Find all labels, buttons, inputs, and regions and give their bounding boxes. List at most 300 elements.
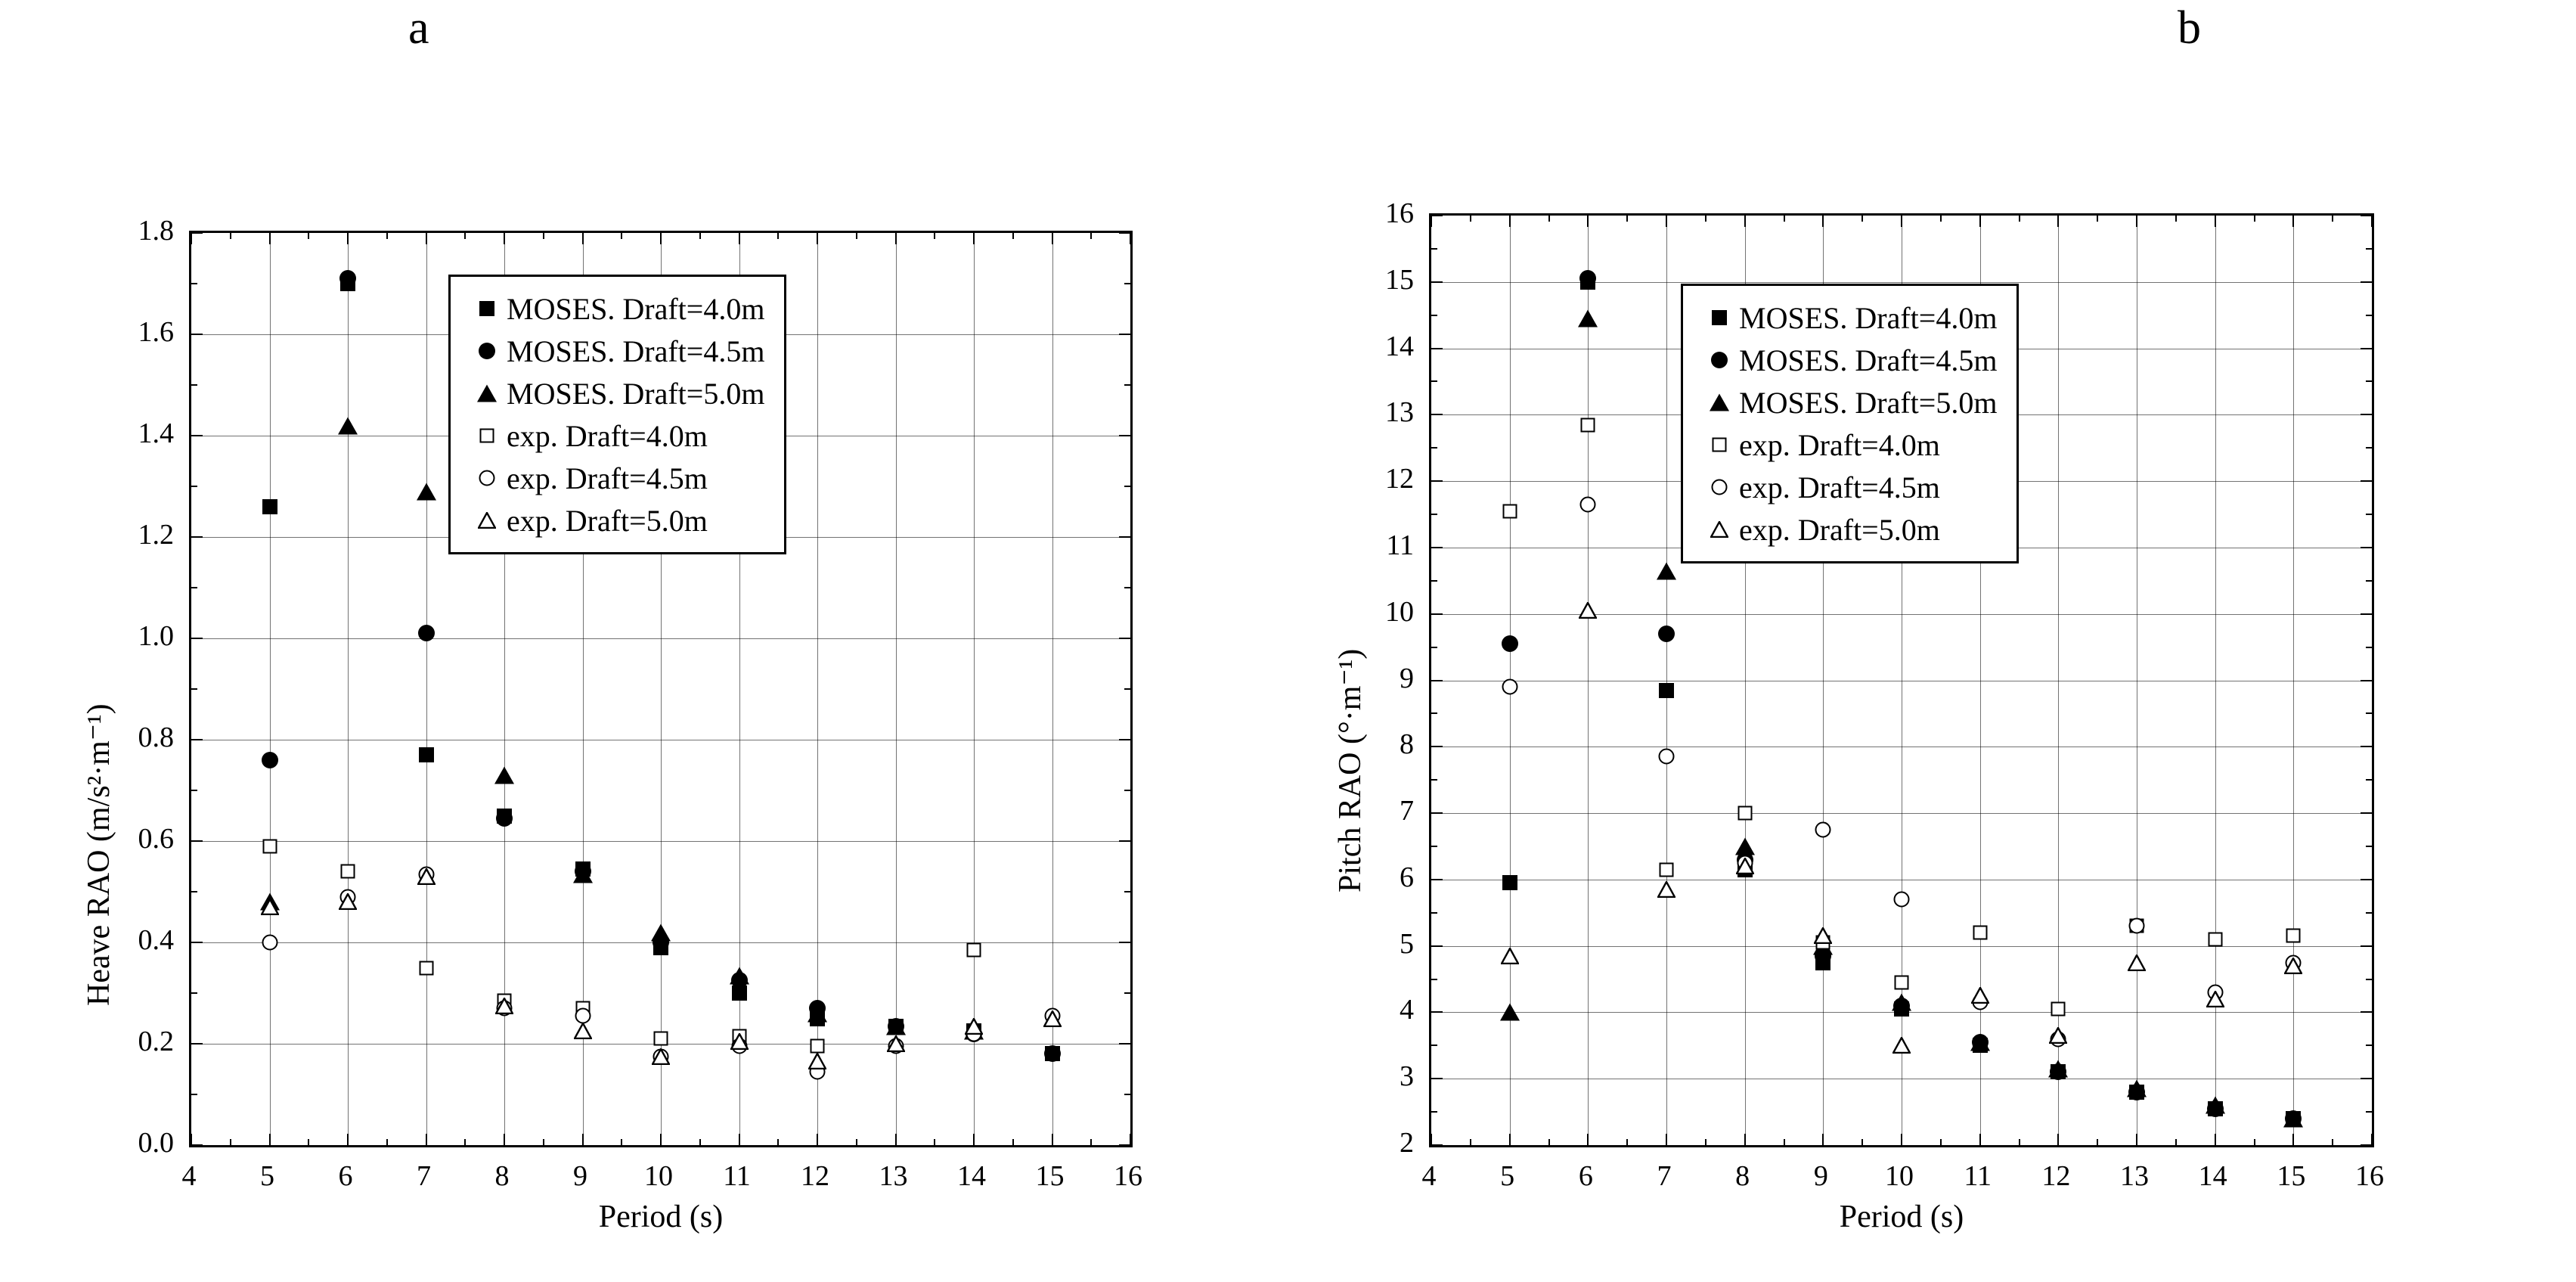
- legend-label: exp. Draft=4.5m: [1739, 470, 1940, 504]
- y-tick-label: 13: [1385, 396, 1414, 429]
- x-tick-minor-top: [1012, 232, 1014, 239]
- y-tick-minor: [1431, 912, 1437, 914]
- y-tick-right: [1119, 536, 1131, 538]
- y-tick-label: 16: [1385, 197, 1414, 229]
- x-tick-minor-top: [1090, 232, 1092, 239]
- x-tick-minor-top: [1784, 215, 1785, 222]
- y-tick-right: [2361, 945, 2373, 947]
- x-tick-minor-top: [2019, 215, 2020, 222]
- y-tick-minor: [191, 790, 197, 791]
- y-tick-minor: [191, 587, 197, 588]
- y-tick-minor: [1431, 315, 1437, 316]
- marker-open-circle: [575, 1008, 591, 1024]
- y-tick-right: [1119, 942, 1131, 943]
- y-tick-label: 15: [1385, 263, 1414, 296]
- x-tick: [2292, 1134, 2294, 1146]
- marker-open-triangle: [417, 868, 436, 885]
- marker-open-triangle: [2128, 955, 2146, 971]
- legend-item: [1700, 466, 1997, 508]
- x-tick-minor: [777, 1139, 779, 1146]
- marker-filled-triangle: [338, 417, 358, 434]
- marker-open-square: [341, 864, 355, 879]
- x-tick-minor-top: [777, 232, 779, 239]
- y-tick: [191, 840, 203, 842]
- x-tick: [660, 1134, 662, 1146]
- y-tick: [191, 942, 203, 943]
- y-tick-label: 1.8: [138, 215, 174, 247]
- legend-item: [1700, 424, 1997, 466]
- gridline-horizontal: [1431, 282, 2372, 283]
- x-tick-minor: [464, 1139, 466, 1146]
- x-tick-label: 15: [1035, 1160, 1065, 1192]
- marker-open-circle: [1659, 749, 1675, 765]
- marker-filled-triangle: [651, 923, 671, 941]
- y-tick: [1431, 281, 1443, 283]
- y-tick-minor: [1431, 979, 1437, 980]
- legend-marker: [467, 378, 507, 408]
- marker-open-triangle: [1657, 881, 1675, 898]
- marker-open-square: [1737, 806, 1752, 821]
- y-tick-minor-right: [1124, 283, 1131, 284]
- marker-open-square: [1713, 438, 1727, 452]
- x-tick: [1744, 1134, 1746, 1146]
- x-tick: [2215, 1134, 2216, 1146]
- x-tick-label: 9: [1813, 1160, 1828, 1192]
- marker-open-triangle: [1501, 948, 1519, 964]
- y-tick-label: 1.4: [138, 418, 174, 449]
- marker-open-circle: [479, 470, 495, 486]
- y-tick: [191, 1043, 203, 1045]
- y-tick-right: [2361, 281, 2373, 283]
- legend-b: [1681, 284, 2019, 563]
- y-tick-right: [2361, 746, 2373, 747]
- y-tick-minor-right: [2366, 248, 2373, 250]
- x-tick-label: 8: [494, 1160, 510, 1192]
- x-tick-minor-top: [464, 232, 466, 239]
- y-tick-minor-right: [1124, 1094, 1131, 1095]
- marker-open-triangle: [478, 512, 496, 529]
- legend-item: [467, 499, 764, 542]
- marker-filled-circle: [479, 343, 495, 359]
- marker-open-square: [2051, 1002, 2066, 1017]
- x-tick-label: 5: [1500, 1160, 1515, 1192]
- legend-marker: [1700, 387, 1739, 418]
- x-tick-top: [1509, 215, 1511, 227]
- y-tick-right: [2361, 1078, 2373, 1079]
- y-tick-minor: [1431, 447, 1437, 449]
- x-tick-minor-top: [621, 232, 622, 239]
- x-tick-minor: [543, 1139, 544, 1146]
- panel-b-letter: b: [2178, 2, 2201, 54]
- legend-marker: [467, 421, 507, 451]
- x-tick: [1979, 1134, 1981, 1146]
- y-tick-right: [1119, 334, 1131, 335]
- legend-item: [1700, 296, 1997, 339]
- legend-item: [1700, 381, 1997, 424]
- x-tick: [1052, 1134, 1053, 1146]
- x-tick: [504, 1134, 505, 1146]
- x-tick-minor-top: [230, 232, 231, 239]
- marker-filled-triangle: [730, 967, 749, 984]
- marker-filled-square: [1502, 875, 1517, 890]
- marker-filled-circle: [1044, 1045, 1061, 1062]
- x-tick-minor-top: [2254, 215, 2255, 222]
- marker-open-triangle: [1814, 927, 1832, 944]
- x-tick-label: 4: [181, 1160, 197, 1192]
- marker-open-circle: [1712, 480, 1728, 495]
- x-tick-top: [2371, 215, 2373, 227]
- x-tick-minor: [1470, 1139, 1471, 1146]
- gridline-vertical: [896, 233, 897, 1145]
- y-tick-right: [2361, 613, 2373, 615]
- x-tick-top: [739, 232, 740, 244]
- y-tick: [1431, 613, 1443, 615]
- x-tick-top: [582, 232, 584, 244]
- y-tick-minor: [1431, 779, 1437, 781]
- x-tick: [1509, 1134, 1511, 1146]
- y-tick-minor: [191, 486, 197, 487]
- gridline-horizontal: [1431, 614, 2372, 615]
- x-tick-label: 7: [1657, 1160, 1672, 1192]
- marker-open-square: [967, 943, 981, 958]
- y-tick-right: [2361, 414, 2373, 415]
- marker-open-circle: [1580, 496, 1596, 512]
- y-tick-right: [2361, 879, 2373, 880]
- y-tick: [191, 536, 203, 538]
- x-tick-minor: [934, 1139, 935, 1146]
- legend-item: [467, 287, 764, 330]
- marker-filled-triangle: [1657, 562, 1676, 579]
- y-tick: [191, 739, 203, 740]
- marker-open-square: [1973, 926, 1987, 940]
- x-tick-top: [504, 232, 505, 244]
- x-tick-minor-top: [1548, 215, 1550, 222]
- x-tick-minor: [856, 1139, 857, 1146]
- x-tick-label: 11: [1964, 1160, 1992, 1192]
- marker-open-triangle: [1892, 1037, 1911, 1054]
- x-tick-label: 14: [957, 1160, 986, 1192]
- y-tick: [191, 1144, 203, 1146]
- legend-item: [467, 457, 764, 499]
- x-tick-minor-top: [1626, 215, 1628, 222]
- x-tick-minor: [308, 1139, 309, 1146]
- y-tick-minor: [1431, 1111, 1437, 1113]
- y-tick-minor-right: [2366, 447, 2373, 449]
- legend-label: exp. Draft=4.0m: [507, 418, 708, 453]
- marker-filled-triangle: [2048, 1060, 2068, 1078]
- x-tick-top: [2136, 215, 2137, 227]
- legend-label: MOSES. Draft=4.5m: [507, 334, 765, 368]
- legend-label: MOSES. Draft=4.0m: [507, 291, 765, 326]
- y-tick-right: [2361, 480, 2373, 482]
- y-tick-minor: [191, 1094, 197, 1095]
- y-tick-minor: [1431, 514, 1437, 515]
- marker-open-square: [811, 1039, 825, 1054]
- x-tick-minor: [2254, 1139, 2255, 1146]
- y-tick: [191, 232, 203, 234]
- x-tick: [2057, 1134, 2059, 1146]
- marker-open-triangle: [2284, 958, 2302, 974]
- x-tick: [1666, 1134, 1667, 1146]
- y-tick-minor: [1431, 1045, 1437, 1046]
- x-tick-top: [1979, 215, 1981, 227]
- legend-label: MOSES. Draft=4.5m: [1739, 343, 1998, 377]
- marker-filled-circle: [339, 270, 356, 287]
- y-tick-minor-right: [1124, 891, 1131, 892]
- y-tick: [1431, 215, 1443, 216]
- x-tick-label: 11: [723, 1160, 751, 1192]
- x-axis-title-b: Period (s): [1839, 1200, 1964, 1234]
- legend-marker: [467, 336, 507, 366]
- y-tick-right: [1119, 435, 1131, 436]
- marker-open-square: [654, 1032, 668, 1046]
- y-tick-right: [2361, 1144, 2373, 1146]
- x-tick-label: 4: [1421, 1160, 1437, 1192]
- gridline-vertical: [974, 233, 975, 1145]
- y-tick-minor-right: [1124, 486, 1131, 487]
- y-tick: [1431, 1011, 1443, 1013]
- x-tick-label: 6: [1578, 1160, 1593, 1192]
- y-tick: [191, 638, 203, 639]
- marker-open-triangle: [1971, 987, 1989, 1004]
- y-tick: [1431, 480, 1443, 482]
- marker-open-circle: [1502, 679, 1517, 695]
- marker-open-triangle: [887, 1035, 905, 1052]
- y-tick-right: [2361, 812, 2373, 814]
- x-tick-top: [895, 232, 897, 244]
- x-tick-minor-top: [386, 232, 388, 239]
- legend-item: [467, 330, 764, 372]
- x-tick-minor: [1784, 1139, 1785, 1146]
- y-tick-minor-right: [1124, 790, 1131, 791]
- legend-label: exp. Draft=5.0m: [507, 503, 708, 538]
- legend-item: [467, 414, 764, 457]
- y-tick-minor-right: [2366, 647, 2373, 648]
- marker-open-square: [1502, 504, 1517, 518]
- x-tick-top: [191, 232, 192, 244]
- y-tick-label: 5: [1400, 927, 1414, 960]
- x-tick-top: [973, 232, 975, 244]
- marker-filled-circle: [1579, 270, 1596, 287]
- y-tick: [1431, 414, 1443, 415]
- legend-marker: [1700, 430, 1739, 460]
- marker-open-square: [1581, 418, 1595, 432]
- y-tick-minor-right: [1124, 992, 1131, 994]
- y-tick-label: 1.2: [138, 519, 174, 551]
- legend-label: exp. Draft=4.0m: [1739, 427, 1940, 462]
- x-tick-top: [1744, 215, 1746, 227]
- x-tick-top: [1052, 232, 1053, 244]
- x-tick-minor: [2097, 1139, 2098, 1146]
- legend-marker: [467, 293, 507, 324]
- x-tick-top: [2057, 215, 2059, 227]
- y-tick: [1431, 680, 1443, 681]
- x-tick-top: [660, 232, 662, 244]
- y-tick-right: [1119, 1043, 1131, 1045]
- marker-open-triangle: [1710, 521, 1728, 538]
- marker-filled-triangle: [808, 1004, 827, 1022]
- marker-open-square: [1660, 862, 1674, 877]
- y-tick-label: 0.0: [138, 1127, 174, 1159]
- marker-filled-triangle: [1710, 394, 1729, 411]
- y-tick-right: [1119, 1144, 1131, 1146]
- plot-area-a: [189, 231, 1133, 1147]
- x-tick-label: 13: [2120, 1160, 2149, 1192]
- y-tick-right: [1119, 638, 1131, 639]
- y-tick-right: [2361, 1011, 2373, 1013]
- marker-filled-triangle: [1970, 1033, 1990, 1051]
- y-tick-minor: [191, 688, 197, 690]
- y-tick-minor-right: [1124, 384, 1131, 386]
- plot-area-b: [1429, 213, 2374, 1147]
- x-tick-minor-top: [856, 232, 857, 239]
- x-tick-label: 12: [801, 1160, 829, 1192]
- marker-open-circle: [1894, 892, 1910, 908]
- y-tick-minor: [191, 992, 197, 994]
- x-tick-top: [1431, 215, 1432, 227]
- marker-open-circle: [262, 935, 277, 951]
- legend-label: MOSES. Draft=5.0m: [507, 376, 765, 411]
- y-tick-minor-right: [2366, 315, 2373, 316]
- x-tick: [973, 1134, 975, 1146]
- x-tick-minor-top: [2175, 215, 2177, 222]
- y-tick-minor: [1431, 712, 1437, 714]
- x-tick-minor: [2332, 1139, 2333, 1146]
- x-tick-top: [269, 232, 271, 244]
- x-tick-minor: [1705, 1139, 1706, 1146]
- marker-open-square: [2208, 932, 2222, 946]
- marker-filled-circle: [1711, 352, 1728, 368]
- marker-filled-triangle: [886, 1017, 906, 1035]
- y-tick: [1431, 945, 1443, 947]
- y-tick-label: 14: [1385, 330, 1414, 362]
- y-tick-minor-right: [2366, 380, 2373, 382]
- legend-marker: [1700, 303, 1739, 333]
- y-tick-label: 4: [1400, 994, 1414, 1026]
- x-tick-top: [1587, 215, 1589, 227]
- marker-open-square: [262, 839, 277, 853]
- panel-a-letter: a: [408, 2, 429, 54]
- y-tick-label: 0.6: [138, 823, 174, 855]
- x-tick-minor-top: [1861, 215, 1863, 222]
- x-tick-label: 10: [1885, 1160, 1914, 1192]
- y-tick-label: 10: [1385, 595, 1414, 628]
- y-tick: [1431, 812, 1443, 814]
- x-tick: [582, 1134, 584, 1146]
- x-tick-label: 16: [1114, 1160, 1142, 1192]
- marker-open-triangle: [1579, 602, 1597, 619]
- y-tick-minor: [191, 384, 197, 386]
- marker-open-triangle: [808, 1053, 826, 1069]
- gridline-horizontal: [191, 638, 1130, 639]
- x-tick: [1901, 1134, 1902, 1146]
- y-tick-minor-right: [2366, 912, 2373, 914]
- y-tick: [1431, 547, 1443, 548]
- x-tick-top: [817, 232, 818, 244]
- y-tick-label: 0.4: [138, 924, 174, 956]
- y-axis-title-a: Heave RAO (m/s²·m⁻¹): [82, 703, 116, 1006]
- y-tick-minor: [191, 891, 197, 892]
- legend-item: [1700, 339, 1997, 381]
- x-tick-minor-top: [699, 232, 701, 239]
- panel-a: [0, 0, 1285, 1282]
- y-tick: [1431, 1078, 1443, 1079]
- y-tick: [1431, 348, 1443, 349]
- marker-filled-triangle: [1500, 1004, 1520, 1021]
- y-tick: [1431, 1144, 1443, 1146]
- marker-filled-circle: [496, 810, 513, 827]
- y-tick-right: [1119, 840, 1131, 842]
- marker-open-circle: [1815, 822, 1831, 838]
- marker-filled-square: [419, 747, 434, 762]
- y-tick: [191, 334, 203, 335]
- legend-marker: [1700, 345, 1739, 375]
- x-tick-minor-top: [934, 232, 935, 239]
- legend-marker: [1700, 514, 1739, 545]
- y-tick-minor-right: [2366, 580, 2373, 582]
- x-tick: [1822, 1134, 1824, 1146]
- y-axis-title-b: Pitch RAO (°·m⁻¹): [1333, 648, 1368, 892]
- marker-filled-square: [1712, 310, 1727, 325]
- x-tick-minor: [621, 1139, 622, 1146]
- marker-filled-triangle: [573, 865, 593, 883]
- x-tick: [269, 1134, 271, 1146]
- legend-label: MOSES. Draft=5.0m: [1739, 385, 1998, 420]
- y-tick-label: 12: [1385, 463, 1414, 495]
- x-tick-minor: [2019, 1139, 2020, 1146]
- marker-open-triangle: [1043, 1010, 1062, 1027]
- marker-open-triangle: [2206, 991, 2224, 1007]
- marker-filled-square: [262, 499, 277, 514]
- y-tick-minor-right: [2366, 979, 2373, 980]
- marker-open-triangle: [1736, 858, 1754, 874]
- marker-filled-triangle: [1578, 310, 1598, 327]
- y-tick-label: 0.2: [138, 1026, 174, 1057]
- x-tick-minor: [230, 1139, 231, 1146]
- y-tick-right: [2361, 348, 2373, 349]
- gridline-horizontal: [191, 841, 1130, 842]
- x-tick-top: [426, 232, 427, 244]
- x-tick-minor-top: [1940, 215, 1942, 222]
- marker-open-triangle: [339, 893, 357, 910]
- x-tick-minor-top: [2097, 215, 2098, 222]
- marker-filled-triangle: [2127, 1080, 2147, 1097]
- marker-filled-circle: [418, 625, 435, 641]
- x-tick-label: 13: [879, 1160, 908, 1192]
- x-tick-minor: [386, 1139, 388, 1146]
- x-tick-minor-top: [543, 232, 544, 239]
- y-tick-label: 9: [1400, 662, 1414, 694]
- marker-filled-circle: [1658, 625, 1675, 642]
- marker-open-triangle: [261, 899, 279, 915]
- marker-open-triangle: [574, 1023, 592, 1039]
- marker-filled-square: [1659, 683, 1674, 698]
- marker-open-triangle: [965, 1018, 983, 1035]
- x-tick-top: [1822, 215, 1824, 227]
- x-tick-minor: [1012, 1139, 1014, 1146]
- x-axis-title-a: Period (s): [598, 1200, 724, 1234]
- y-tick-right: [2361, 215, 2373, 216]
- x-tick-minor-top: [1705, 215, 1706, 222]
- y-tick-minor-right: [2366, 1045, 2373, 1046]
- marker-open-triangle: [2049, 1027, 2067, 1044]
- y-tick-label: 7: [1400, 795, 1414, 827]
- x-tick-label: 6: [338, 1160, 353, 1192]
- x-tick-minor: [1861, 1139, 1863, 1146]
- marker-open-triangle: [652, 1048, 670, 1065]
- y-tick-label: 1.0: [138, 620, 174, 652]
- y-tick-minor-right: [1124, 587, 1131, 588]
